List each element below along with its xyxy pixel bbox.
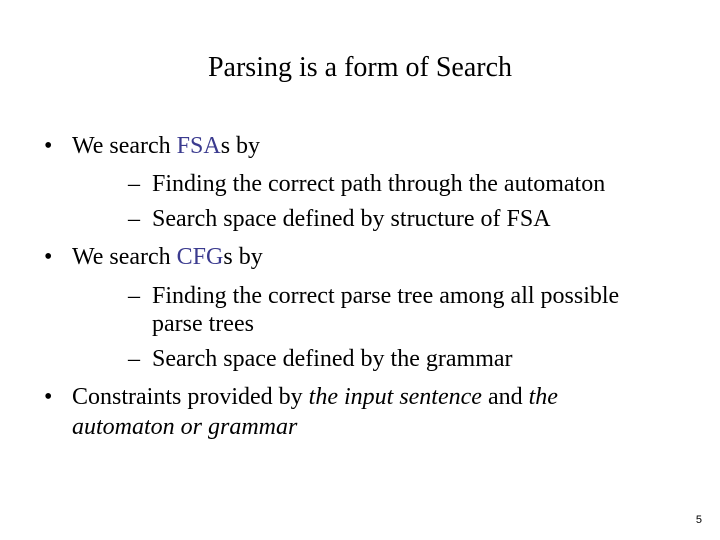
bullet-2-text (72, 243, 263, 271)
dash-marker: – (128, 346, 140, 372)
slide-title: Parsing is a form of Search (207, 52, 513, 83)
dash-marker: – (128, 171, 140, 197)
bullet-1-prefix: We search (72, 133, 177, 159)
bullet-1-highlight: FSA (176, 133, 221, 159)
bullet-2-prefix: We search (72, 244, 177, 270)
bullet-1-sub-2: Search space defined by structure of FSA (152, 206, 551, 232)
bullet-2-suffix: s by (223, 244, 263, 270)
bullet-2-sub-1-cont: parse trees (152, 311, 254, 337)
bullet-3-text (72, 383, 558, 411)
dash-marker: – (128, 283, 140, 309)
bullet-3-italic-b: the (528, 384, 558, 410)
bullet-2-sub-1: Finding the correct parse tree among all possible (152, 283, 620, 309)
dash-marker: – (128, 206, 140, 232)
bullet-2-highlight: CFG (176, 244, 224, 270)
bullet-3-italic-a: the input sentence (308, 384, 482, 410)
bullet-marker: • (44, 133, 53, 159)
bullet-1-suffix: s by (220, 133, 261, 159)
bullet-3-text-b: and (481, 384, 529, 410)
bullet-marker: • (44, 244, 53, 270)
bullet-marker: • (44, 384, 53, 410)
bullet-2-sub-2: Search space defined by the grammar (152, 346, 513, 372)
bullet-1-sub-1: Finding the correct path through the automaton (152, 171, 606, 197)
bullet-3-text-a: Constraints provided by (72, 384, 309, 410)
page-number: 5 (695, 514, 702, 526)
bullet-1-text (72, 132, 260, 160)
bullet-3-line-2: automaton or grammar (72, 414, 298, 440)
